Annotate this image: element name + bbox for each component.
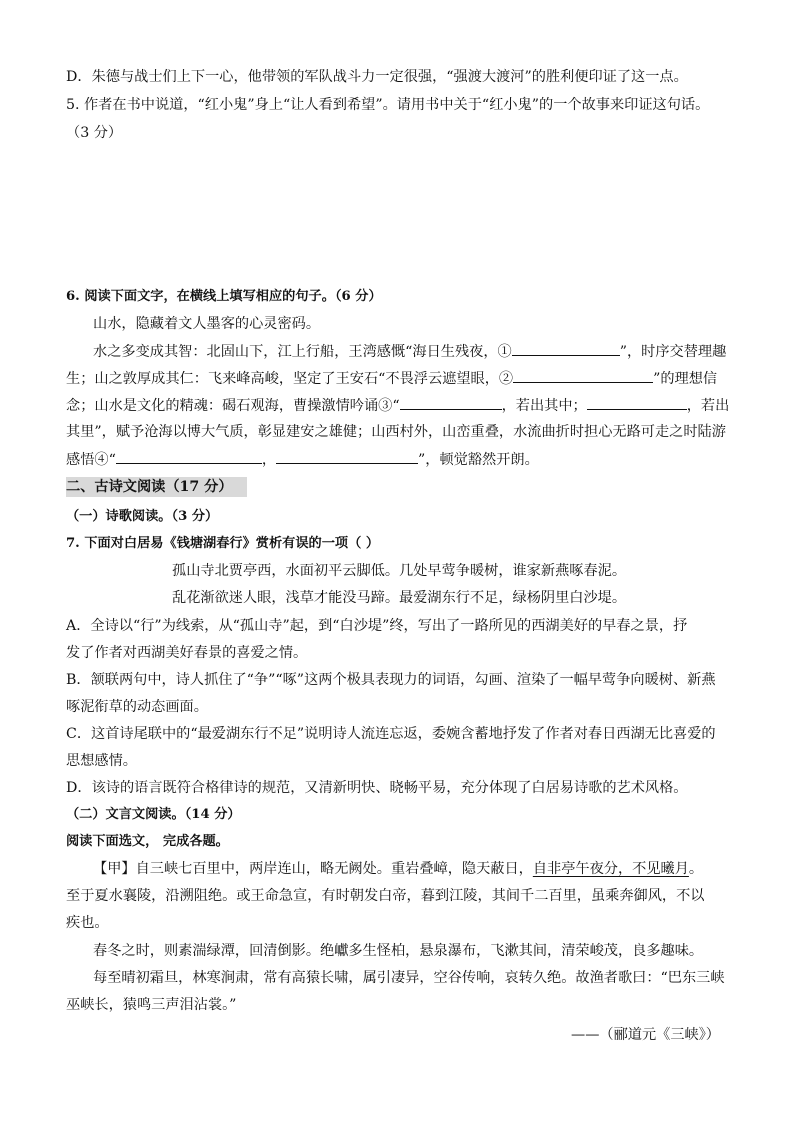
passage-jia-para-3a: 每至晴初霜旦，林寒涧肃，常有高猿长啸，属引凄异，空谷传响，哀转久绝。故渔者歌曰：“巴东三峡	[93, 970, 725, 986]
underlined-sentence: 自非亭午夜分，不见曦月	[532, 861, 689, 877]
q6-line-2: 生；山之敦厚成其仁：飞来峰高峻，坚定了王安石“不畏浮云遮望眼，② ”的理想信	[66, 371, 718, 387]
q6-line-1: 水之多变成其智：北固山下，江上行船，王湾感慨“海日生残夜，① ”，时序交替理趣	[93, 344, 727, 360]
q7-option-b-2: 啄泥衔草的动态画面。	[66, 699, 208, 715]
passage-jia-line-1: 【甲】自三峡七百里中，两岸连山，略无阙处。重岩叠嶂，隐天蔽日，自非亭午夜分，不见曦月。	[93, 861, 704, 877]
q4-option-d: D．朱德与战士们上下一心，他带领的军队战斗力一定很强，“强渡大渡河”的胜利便印证了这一点。	[66, 69, 688, 85]
passage-jia-line-3: 疾也。	[66, 915, 109, 931]
q7-option-a-1: A．全诗以“行”为线索，从“孤山寺”起，到“白沙堤”终，写出了一路所见的西湖美好的早春之景，抒	[66, 618, 688, 634]
passage-jia-para-3b: 巫峡长，猿鸣三声泪沾裳。”	[66, 997, 237, 1013]
answer-blank-4b[interactable]	[276, 450, 418, 464]
subsection-poetry: （一）诗歌阅读。（3 分）	[66, 509, 219, 524]
poem-line-2: 乱花渐欲迷人眼，浅草才能没马蹄。最爱湖东行不足，绿杨阴里白沙堤。	[172, 590, 627, 606]
q6-title: 6. 阅读下面文字，在横线上填写相应的句子。（6 分）	[66, 289, 382, 304]
answer-blank-2[interactable]	[513, 369, 653, 383]
passage-jia-line-2: 至于夏水襄陵，沿溯阻绝。或王命急宣，有时朝发白帝，暮到江陵，其间千二百里，虽乘奔御风，不以	[66, 888, 705, 904]
answer-blank-3a[interactable]	[400, 396, 502, 410]
answer-blank-3b[interactable]	[587, 396, 687, 410]
reading-instruction: 阅读下面选文， 完成各题。	[66, 834, 229, 849]
q5-question: 5. 作者在书中说道，“红小鬼”身上“让人看到希望”。请用书中关于“红小鬼”的一个故事来印证这句话。	[66, 97, 710, 113]
q6-intro: 山水，隐藏着文人墨客的心灵密码。	[93, 316, 321, 332]
q7-title: 7. 下面对白居易《钱塘湖春行》赏析有误的一项（ ）	[66, 536, 380, 551]
q7-option-b-1: B．颔联两句中，诗人抓住了“争”“啄”这两个极具表现力的词语，勾画、渲染了一幅早莺争向暖树、新燕	[66, 672, 716, 688]
q7-option-c-2: 思想感情。	[66, 753, 137, 769]
passage-source: ——（郦道元《三峡》）	[571, 1027, 720, 1043]
q7-option-a-2: 发了作者对西湖美好春景的喜爱之情。	[66, 645, 308, 661]
q6-line-5: 感悟④“ ， ”，顿觉豁然开朗。	[66, 452, 539, 468]
q7-option-d: D．该诗的语言既符合格律诗的规范，又清新明快、晓畅平易，充分体现了白居易诗歌的艺术风格。	[66, 780, 688, 796]
q5-score: （3 分）	[66, 125, 123, 141]
answer-blank-4a[interactable]	[116, 450, 262, 464]
poem-line-1: 孤山寺北贾亭西，水面初平云脚低。几处早莺争暖树，谁家新燕啄春泥。	[172, 563, 627, 579]
subsection-classical: （二）文言文阅读。（14 分）	[66, 807, 241, 822]
answer-blank-1[interactable]	[512, 342, 620, 356]
q7-option-c-1: C．这首诗尾联中的“最爱湖东行不足”说明诗人流连忘返，委婉含蓄地抒发了作者对春日西湖无比喜爱的	[66, 726, 716, 742]
q6-line-4: 其里”，赋予沧海以博大气质，彰显建安之雄健；山西村外，山峦重叠，水流曲折时担心无路可走之时陆游	[66, 424, 726, 440]
q6-line-3: 念；山水是文化的精魂：碣石观海，曹操激情吟诵③“ ，若出其中； ，若出	[66, 398, 730, 414]
section-2-heading: 二、古诗文阅读（17 分）	[66, 479, 233, 495]
passage-jia-para-2: 春冬之时，则素湍绿潭，回清倒影。绝巘多生怪柏，悬泉瀑布，飞漱其间，清荣峻茂，良多趣味。	[93, 943, 704, 959]
